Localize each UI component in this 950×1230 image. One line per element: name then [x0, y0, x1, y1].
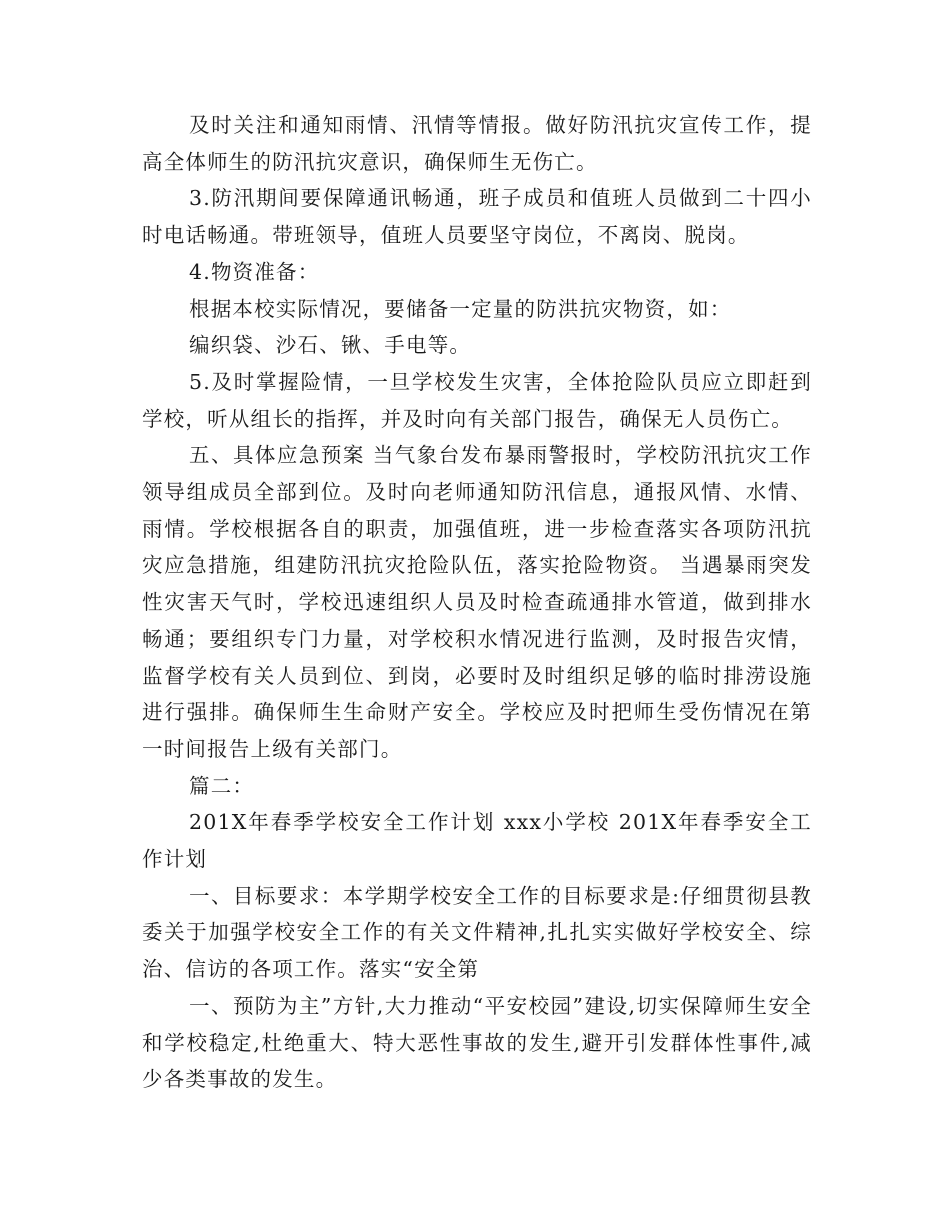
paragraph-danger-response: 5.及时掌握险情，一旦学校发生灾害，全体抢险队员应立即赶到学校，听从组长的指挥，并及时向有关部门报告，确保无人员伤亡。 [142, 369, 812, 431]
paragraph-plan-title: 201X年春季学校安全工作计划 xxx小学校 201X年春季安全工作计划 [142, 810, 812, 872]
paragraph-emergency-plan: 五、具体应急预案 当气象台发布暴雨警报时，学校防汛抗灾工作领导组成员全部到位。及时向老师通知防汛信息，通报风情、水情、雨情。学校根据各自的职责，加强值班，进一步检查落实各项防汛抗灾应急措施，组建防汛抗灾抢险队伍，落实抢险物资。 当遇暴雨突发性灾害天气时，学校迅速组织人员及时检查疏通排水管道，做到排水畅通；要组织专门力量，对学校积水情况进行监测，及时报告灾情，监督学校有关人员到位、到岗，必要时及时组织足够的临时排涝设施进行强排。确保师生生命财产安全。学校应及时把师生受伤情况在第一时间报告上级有关部门。 [142, 443, 812, 761]
paragraph-materials-list: 编织袋、沙石、锹、手电等。 [189, 333, 472, 358]
paragraph-communication: 3.防汛期间要保障通讯畅通，班子成员和值班人员做到二十四小时电话畅通。带班领导，值班人员要坚守岗位，不离岗、脱岗。 [142, 186, 812, 248]
paragraph-part-two-label: 篇二： [189, 773, 255, 798]
paragraph-materials-heading: 4.物资准备： [189, 259, 320, 284]
document-body [142, 107, 812, 1098]
paragraph-materials-reserve: 根据本校实际情况，要储备一定量的防洪抗灾物资，如： [189, 296, 732, 321]
paragraph-flood-info: 及时关注和通知雨情、汛情等情报。做好防汛抗灾宣传工作，提高全体师生的防汛抗灾意识，确保师生无伤亡。 [142, 113, 812, 174]
paragraph-objectives: 一、目标要求：本学期学校安全工作的目标要求是:仔细贯彻县教委关于加强学校安全工作的有关文件精神,扎扎实实做好学校安全、综治、信访的各项工作。落实“安全第 [142, 883, 812, 982]
paragraph-prevention: 一、预防为主”方针,大力推动“平安校园”建设,切实保障师生安全和学校稳定,杜绝重大、特大恶性事故的发生,避开引发群体性事件,减少各类事故的发生。 [142, 993, 812, 1092]
